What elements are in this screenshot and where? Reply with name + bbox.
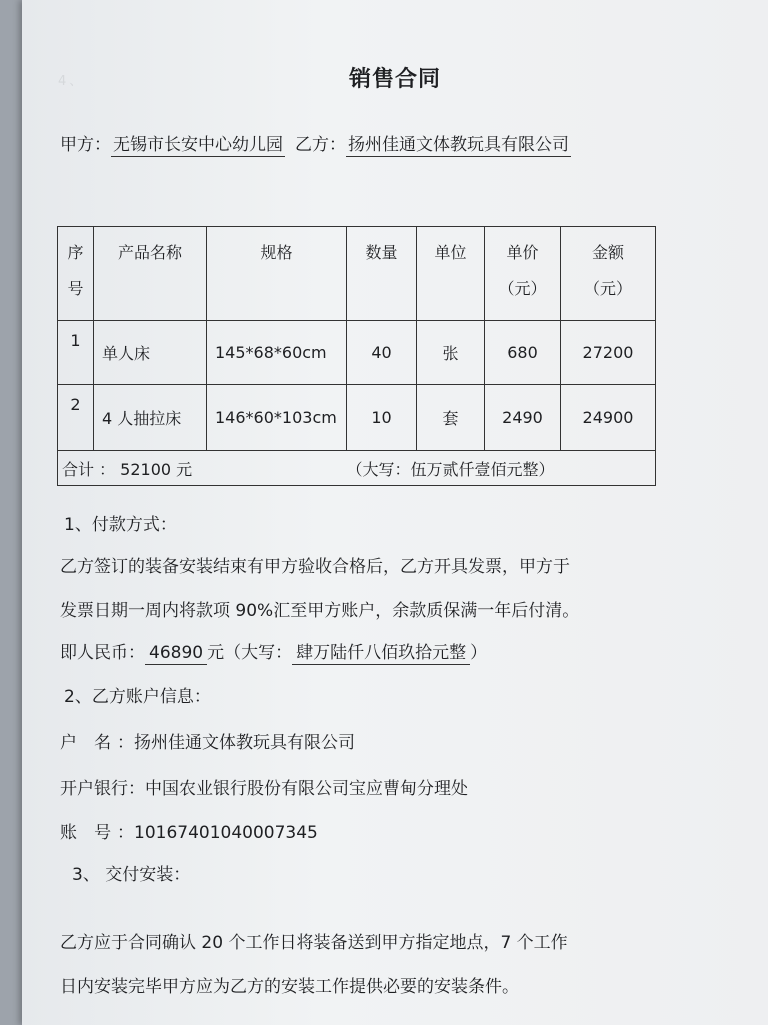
rmb-close: ）	[470, 643, 488, 663]
table-row	[58, 321, 656, 385]
party-a-label: 甲方：	[60, 135, 111, 155]
account-name-line	[60, 728, 355, 753]
account-bank-line	[60, 774, 468, 799]
header-product: 产品名称	[94, 227, 207, 321]
contract-page	[22, 0, 768, 1025]
delivery-heading: 3、 交付安装：	[72, 865, 191, 885]
row-spec: 146*60*103cm	[207, 385, 347, 451]
row-unit: 套	[417, 385, 485, 451]
row-index: 2	[58, 385, 94, 451]
account-name-value: 扬州佳通文体教玩具有限公司	[134, 733, 355, 753]
bleed-through-text	[58, 160, 251, 175]
party-b-name: 扬州佳通文体教玩具有限公司	[348, 135, 569, 155]
payment-line-2: 发票日期一周内将款项 90%汇至甲方账户，余款质保满一年后付清。	[60, 601, 580, 621]
total-amount: 合计 ： 52100 元	[58, 451, 347, 486]
row-price: 680	[485, 321, 561, 385]
row-qty: 40	[347, 321, 417, 385]
account-number-line	[60, 818, 318, 843]
delivery-line-1: 乙方应于合同确认 20 个工作日将装备送到甲方指定地点，7 个工作	[60, 933, 568, 953]
header-amount: 金额 （元）	[561, 227, 656, 321]
row-product: 4 人抽拉床	[94, 385, 207, 451]
items-table	[57, 226, 656, 486]
header-unit: 单位	[417, 227, 485, 321]
account-name-label: 户 名：	[60, 733, 134, 753]
row-unit: 张	[417, 321, 485, 385]
row-amount: 24900	[561, 385, 656, 451]
rmb-unit: 元（大写：	[207, 643, 293, 663]
rmb-amount: 46890	[145, 643, 207, 665]
parties-line	[60, 130, 571, 155]
header-index: 序 号	[58, 227, 94, 321]
header-price: 单价 （元）	[485, 227, 561, 321]
payment-line-1: 乙方签订的装备安装结束有甲方验收合格后，乙方开具发票，甲方于	[60, 557, 570, 577]
account-bank-label: 开户银行：	[60, 779, 145, 799]
header-spec: 规格	[207, 227, 347, 321]
account-heading: 2、乙方账户信息：	[64, 687, 211, 707]
rmb-label: 即人民币：	[60, 643, 145, 663]
table-header-row	[58, 227, 656, 321]
table-row	[58, 385, 656, 451]
delivery-line-2: 日内安装完毕甲方应为乙方的安装工作提供必要的安装条件。	[60, 977, 519, 997]
account-number-value: 10167401040007345	[134, 823, 318, 843]
header-qty: 数量	[347, 227, 417, 321]
account-number-label: 账 号：	[60, 823, 134, 843]
row-price: 2490	[485, 385, 561, 451]
row-spec: 145*68*60cm	[207, 321, 347, 385]
rmb-line	[60, 638, 487, 663]
row-qty: 10	[347, 385, 417, 451]
row-index: 1	[58, 321, 94, 385]
party-a-name: 无锡市长安中心幼儿园	[113, 135, 283, 155]
rmb-words: 肆万陆仟八佰玖拾元整	[292, 643, 470, 665]
row-amount: 27200	[561, 321, 656, 385]
contract-title: 销售合同	[348, 67, 441, 92]
bleed-through-text	[58, 108, 144, 123]
payment-heading: 1、付款方式：	[64, 515, 177, 535]
bleed-through-text: 4、	[58, 74, 157, 89]
total-row	[58, 451, 656, 486]
total-amount-words: （大写：伍万贰仟壹佰元整）	[347, 451, 656, 486]
row-product: 单人床	[94, 321, 207, 385]
account-bank-value: 中国农业银行股份有限公司宝应曹甸分理处	[145, 779, 468, 799]
party-b-label: 乙方：	[295, 135, 346, 155]
